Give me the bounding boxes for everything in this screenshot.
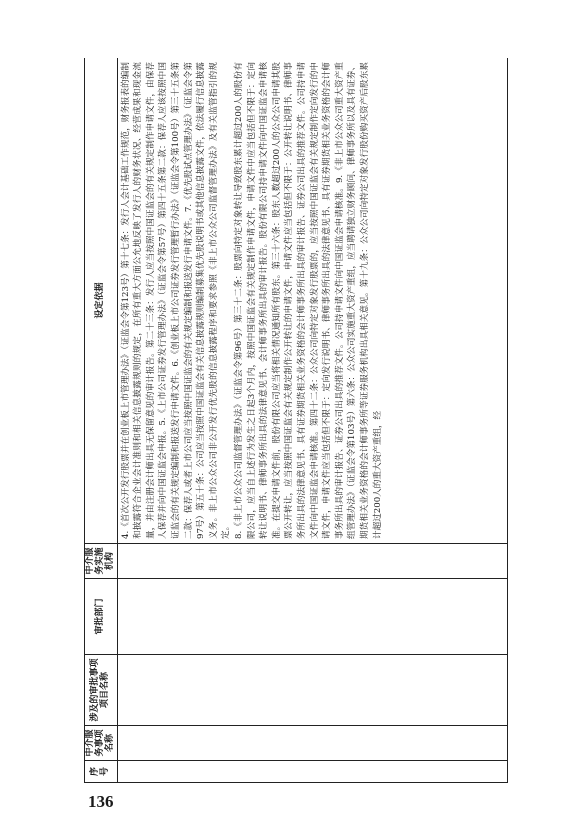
intermediary-service-table (84, 58, 508, 783)
table-row (117, 58, 507, 783)
cell-dept (117, 579, 507, 655)
cell-seq (117, 761, 507, 783)
header-approval-item: 涉及的审批事项项目名称 (85, 655, 118, 726)
basis-paragraph: 8.《非上市公众公司监督管理办法》（证监会令第96号）第三十二条：股票向特定对象转让导致股东累计超过200人的股份有限公司，应当自上述行为发生之日起3个月内，按照中国证监会有关规定制作申请文件，申请文件中应当包括但不限于：定向转让说明书、律师事务所出具的法律意见书、会计师事务所出具的审计报告。股份有限公司持申请文件向中国证监会申请核准。在提交申请文件前，股份有限公司应当将相关情况通知所有股东。第三十六条：股东人数超过200人的公众公司申请其股票公开转让，应当按照中国证监会有关规定制作公开转让的申请文件，申请文件应当包括但不限于：公开转让说明书、律师事务所出具的法律意见书、具有证券期货相关业务资格的会计师事务所出具的审计报告、证券公司出具的推荐文件。公司持申请文件向中国证监会申请核准。第四十二条：公众公司向特定对象发行股票的，应当按照中国证监会有关规定制作定向发行的申请文件，申请文件应当包括但不限于：定向发行说明书、律师事务所出具的法律意见书、具有证券期货相关业务资格的会计师事务所出具的审计报告、证券公司出具的推荐文件。公司持申请文件向中国证监会申请核准。9.《非上市公众公司重大资产重组管理办法》（证监会令第103号）第六条：公众公司实施重大资产重组，应当聘请独立财务顾问、律师事务所以及具有证券、期货相关业务资格的会计师事务所等证券服务机构出具相关意见。第十九条：公众公司向特定对象发行股份购买资产后股东累计超过200人的重大资产重组，经 (234, 62, 383, 539)
cell-basis (117, 58, 507, 544)
table-header-row (85, 58, 118, 783)
cell-service-name (117, 726, 507, 761)
rotated-table-frame (84, 58, 508, 783)
header-provider: 中介服务实施机构 (85, 544, 118, 579)
cell-approval-item (117, 655, 507, 726)
page-number: 136 (88, 792, 114, 811)
cell-provider (117, 544, 507, 579)
header-service-name: 中介服务事项名称 (85, 726, 118, 761)
header-dept: 审批部门 (85, 579, 118, 655)
basis-paragraph: 4.《首次公开发行股票并在创业板上市管理办法》（证监会令第123号）第十七条：发行人会计基础工作规范，财务报表的编制和披露符合企业会计准则和相关信息披露规则的规定，在所有重大方面公允地反映了发行人的财务状况、经营成果和现金流量，并由注册会计师出具无保留意见的审计报告。第二十三条：发行人应当按照中国证监会的有关规定制作申请文件，由保荐人保荐并向中国证监会申报。5.《上市公司证券发行管理办法》（证监会令第57号）第四十五条第二款：保荐人应该按照中国证监会的有关规定编制和报送发行申请文件。6.《创业板上市公司证券发行管理暂行办法》（证监会令第100号）第三十五条第二款：保荐人或者上市公司应当按照中国证监会的有关规定编制和报送发行申请文件。7.《优先股试点管理办法》（证监会令第97号）第五十条：公司应当按照中国证监会有关信息披露规则编制募集优先股说明书或其他信息披露文件，依法履行信息披露义务。非上市公众公司非公开发行优先股的信息披露程序和要求参照《非上市公众公司监督管理办法》及有关监管指引的规定。 (120, 62, 232, 539)
header-seq: 序号 (85, 761, 118, 783)
rotated-table-container (84, 58, 508, 783)
header-basis: 设定依据 (85, 58, 118, 544)
